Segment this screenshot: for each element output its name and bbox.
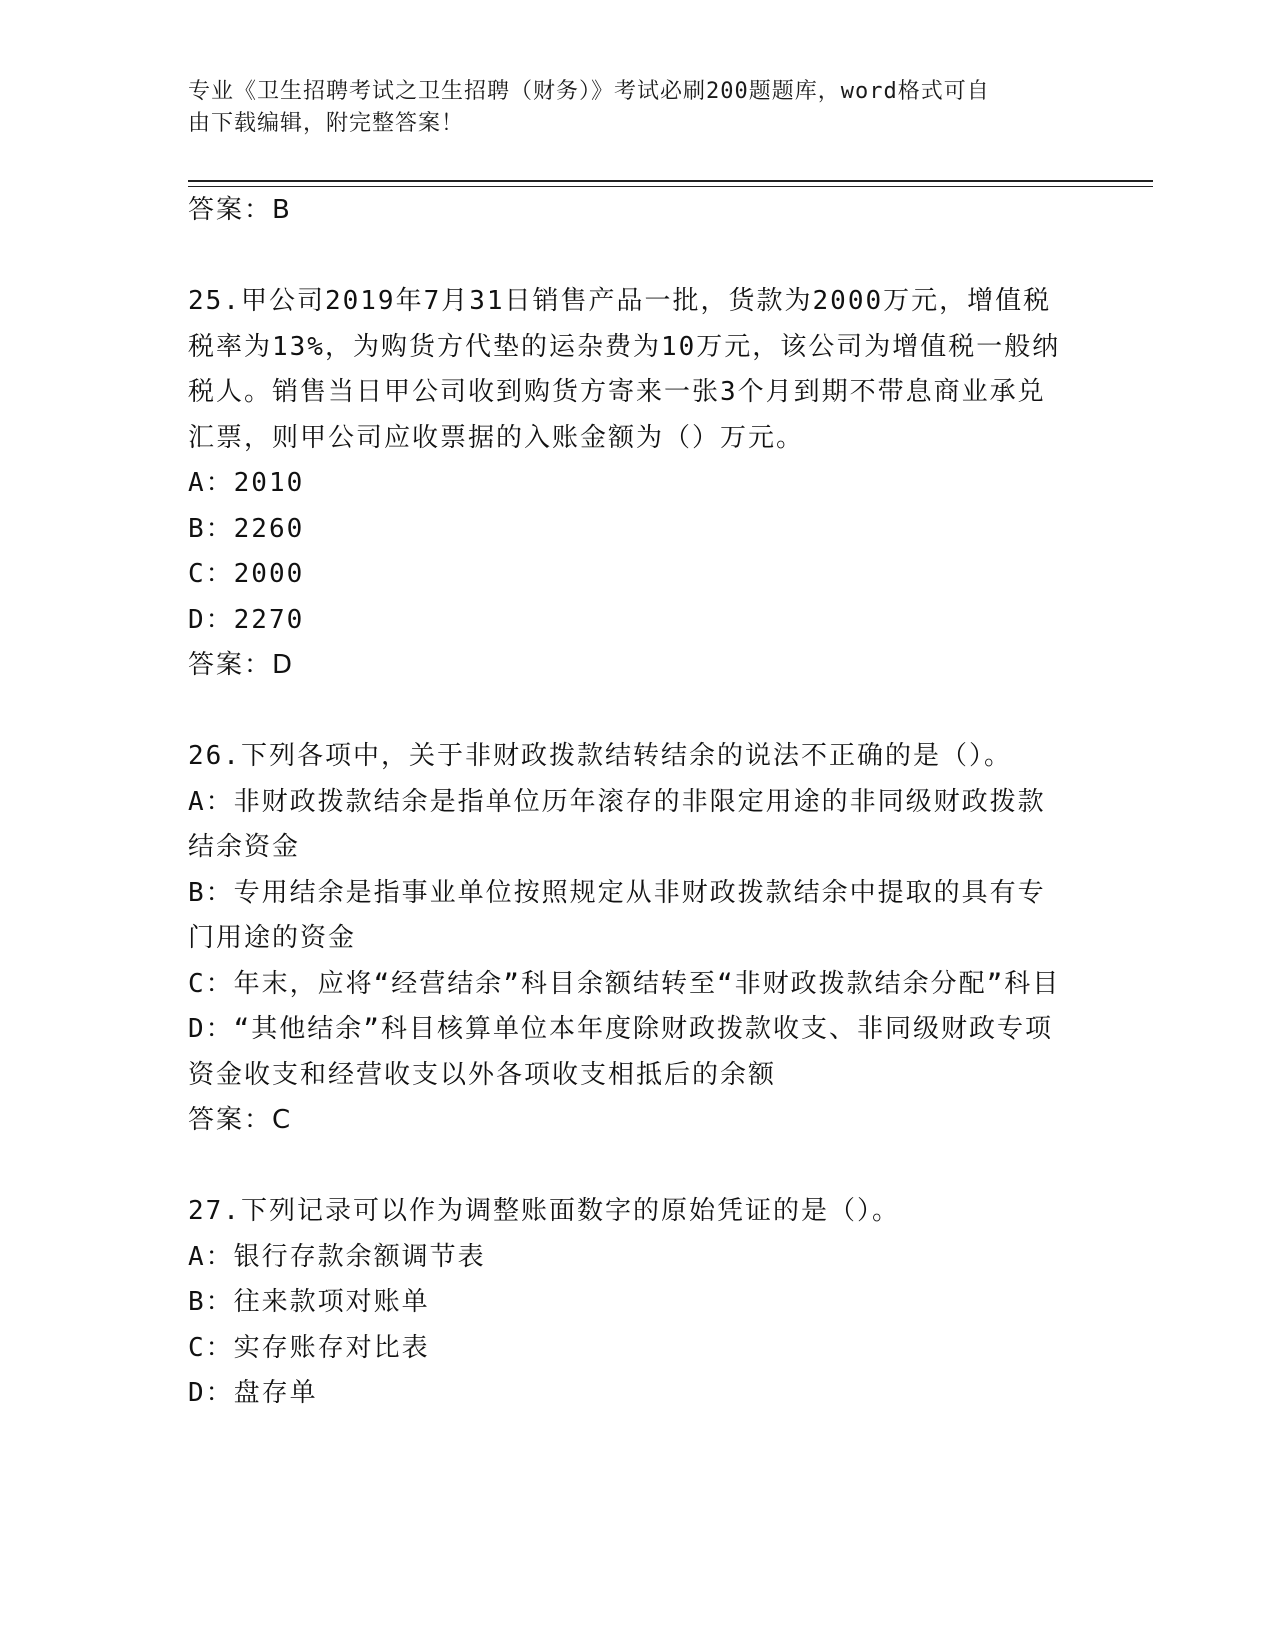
answer-line: 答案：B	[188, 195, 292, 225]
option-d: D：“其他结余”科目核算单位本年度除财政拨款收支、非同级财政专项资金收支和经营收支以外各项收支相抵后的余额	[188, 1014, 1053, 1090]
option-d: D：2270	[188, 604, 305, 635]
question-stem: 26.下列各项中，关于非财政拨款结转结余的说法不正确的是（）。	[188, 741, 1012, 771]
header-rule-thick	[188, 180, 1153, 182]
answer-line: 答案：C	[188, 1105, 293, 1135]
question-27	[188, 1189, 1068, 1417]
question-list	[188, 188, 1068, 1417]
document-header	[188, 76, 1068, 140]
option-b: B：专用结余是指事业单位按照规定从非财政拨款结余中提取的具有专门用途的资金	[188, 877, 1046, 953]
option-c: C：实存账存对比表	[188, 1332, 430, 1363]
answer-line: 答案：D	[188, 650, 295, 680]
question-26	[188, 734, 1068, 1144]
header-line-1: 专业《卫生招聘考试之卫生招聘（财务）》考试必刷200题题库，word格式可自	[188, 79, 990, 104]
header-line-2: 由下载编辑，附完整答案！	[188, 111, 465, 136]
question-stem: 25.甲公司2019年7月31日销售产品一批，货款为2000万元，增值税税率为13%，为购货方代垫的运杂费为10万元，该公司为增值税一般纳税人。销售当日甲公司收到购货方寄来一张3个月到期不带息商业承兑汇票，则甲公司应收票据的入账金额为（）万元。	[188, 286, 1061, 453]
question-stem: 27.下列记录可以作为调整账面数字的原始凭证的是（）。	[188, 1196, 900, 1226]
option-c: C：2000	[188, 559, 305, 589]
option-b: B：往来款项对账单	[188, 1287, 430, 1317]
option-d: D：盘存单	[188, 1378, 318, 1408]
question-25	[188, 279, 1068, 689]
option-c: C：年末，应将“经营结余”科目余额结转至“非财政拨款结余分配”科目	[188, 968, 1061, 999]
option-a: A：银行存款余额调节表	[188, 1241, 486, 1272]
option-b: B：2260	[188, 513, 305, 544]
option-a: A：2010	[188, 468, 305, 498]
header-rule-thin	[188, 186, 1153, 187]
option-a: A：非财政拨款结余是指单位历年滚存的非限定用途的非同级财政拨款结余资金	[188, 786, 1046, 862]
